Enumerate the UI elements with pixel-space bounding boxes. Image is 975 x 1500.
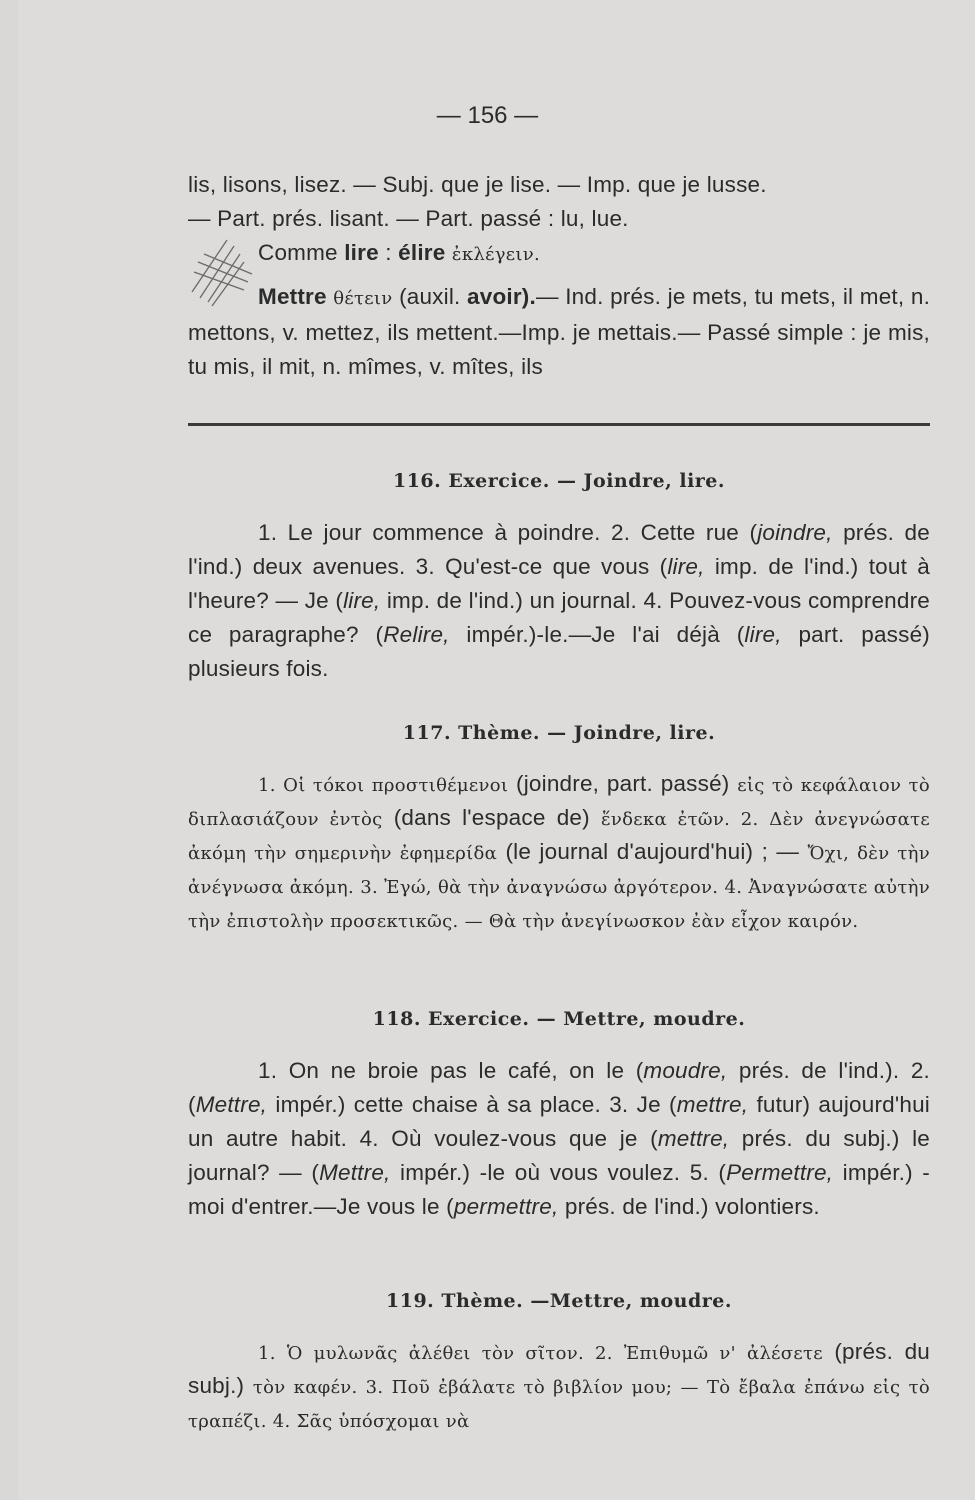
theme-117 — [188, 716, 930, 938]
top-section — [188, 168, 930, 384]
ex118-italic-7: permettre, — [453, 1194, 559, 1219]
ex118-text-6: impér.) -le où vous voulez. 5. ( — [390, 1160, 727, 1185]
theme-117-heading: 117. Thème. — Joindre, lire. — [402, 722, 716, 744]
th117-french-3: (le journal d'aujourd'hui) ; — — [497, 839, 808, 864]
mettre-paragraph — [188, 280, 930, 384]
ex116-italic-1: joindre, — [757, 520, 833, 545]
mettre-rest: — Ind. prés. je mets, tu mets, il met, n. mettons, v. mettez, ils mettent.—Imp. je mettais.— Passé simple : je mis, tu mis, il mit, n. mîmes, v. mîtes, ils — [188, 284, 931, 379]
ex118-italic-4: mettre, — [657, 1126, 730, 1151]
th119-greek-2: τὸν καφέν. 3. Ποῦ ἐβάλατε τὸ βιβλίον μου; — Τὸ ἔβαλα ἐπάνω εἰς τὸ τραπέζι. 4. Σᾶς ὑπόσχομαι νὰ — [188, 1377, 931, 1432]
ex116-italic-2: lire, — [667, 554, 705, 579]
mettre-word: Mettre — [258, 284, 327, 309]
ex118-italic-2: Mettre, — [195, 1092, 268, 1117]
comme-line — [188, 236, 930, 272]
mettre-aux: (auxil. — [399, 284, 461, 309]
ex116-text-3: imp. de l'ind.) tout à l'heure? — Je ( — [188, 554, 931, 613]
th119-french-1: (prés. du subj.) — [188, 1339, 930, 1398]
th117-greek-4: Ὄχι, δὲν τὴν ἀνέγνωσα ἀκόμη. 3. Ἐγώ, θὰ τὴν ἀναγνώσω ἀργότερον. 4. Ἀναγνώσατε αὐτὴν τὴν ἐπιστολὴν προσεκτικῶς. — Θὰ τὴν ἀνεγίνωσκον ἐὰν εἶχον καιρόν. — [188, 843, 930, 932]
ex118-italic-6: Permettre, — [726, 1160, 834, 1185]
ex118-text-3: impér.) cette chaise à sa place. 3. Je ( — [267, 1092, 677, 1117]
comme-label: Comme — [258, 240, 338, 265]
ex118-text-5: prés. du subj.) le journal? — ( — [188, 1126, 930, 1185]
ex116-text-5: impér.)-le.—Je l'ai déjà ( — [449, 622, 745, 647]
mettre-avoir: avoir). — [467, 284, 536, 309]
theme-119-body — [188, 1336, 930, 1438]
exercise-118-heading: 118. Exercice. — Mettre, moudre. — [372, 1008, 746, 1030]
th117-french-1: (joindre, part. passé) — [508, 771, 738, 796]
section-divider — [188, 423, 930, 426]
ex118-text-1: 1. On ne broie pas le café, on le ( — [258, 1058, 644, 1083]
exercise-118-body — [188, 1054, 930, 1224]
exercise-118 — [188, 1002, 930, 1224]
ex118-text-8: prés. de l'ind.) volontiers. — [558, 1194, 820, 1219]
th117-greek-1: 1. Οἱ τόκοι προστιθέμενοι — [258, 775, 509, 796]
comme-lire: lire — [344, 240, 379, 265]
ex116-italic-3: lire, — [343, 588, 381, 613]
ex116-italic-5: lire, — [744, 622, 782, 647]
exercise-116 — [188, 464, 930, 686]
page-number: — 156 — — [436, 102, 539, 129]
theme-117-body — [188, 768, 930, 938]
th117-greek-3: ἕνδεκα ἐτῶν. 2. Δὲν ἀνεγνώσατε ἀκόμη τὴν σημερινὴν ἐφημερίδα — [188, 809, 930, 864]
conjugation-line-1: lis, lisons, lisez. — Subj. que je lise. — Imp. que je lusse. — [188, 172, 767, 197]
exercise-116-heading: 116. Exercice. — Joindre, lire. — [392, 470, 726, 492]
ex118-text-7: impér.) - moi d'entrer.—Je vous le ( — [188, 1160, 930, 1219]
ex116-italic-4: Relire, — [383, 622, 450, 647]
theme-119 — [188, 1284, 930, 1438]
conjugation-line-2: — Part. prés. lisant. — Part. passé : lu, lue. — [188, 206, 629, 231]
th119-greek-1: 1. Ὁ μυλωνᾶς ἀλέθει τὸν σῖτον. 2. Ἐπιθυμῶ ν' ἀλέσετε — [258, 1343, 823, 1364]
ex118-text-4: futur) aujourd'hui un autre habit. 4. Où voulez-vous que je ( — [188, 1092, 930, 1151]
ex118-italic-1: moudre, — [643, 1058, 728, 1083]
exercise-116-body — [188, 516, 930, 686]
th117-french-2: (dans l'espace de) — [382, 805, 601, 830]
ex116-text-4: imp. de l'ind.) un journal. 4. Pouvez-vous comprendre ce paragraphe? ( — [188, 588, 930, 647]
ex116-text-2: prés. de l'ind.) deux avenues. 3. Qu'est-ce que vous ( — [188, 520, 930, 579]
comme-sep: : — [378, 240, 399, 265]
ex118-italic-5: Mettre, — [319, 1160, 391, 1185]
ex116-text-6: part. passé) plusieurs fois. — [188, 622, 930, 681]
theme-119-heading: 119. Thème. —Mettre, moudre. — [386, 1290, 732, 1312]
mettre-greek: θέτειν — [333, 288, 393, 309]
comme-greek: ἐκλέγειν. — [451, 244, 541, 265]
comme-elire: élire — [398, 240, 446, 265]
ex116-text-1: 1. Le jour commence à poindre. 2. Cette rue ( — [258, 520, 758, 545]
th117-greek-2: εἰς τὸ κεφάλαιον τὸ διπλασιάζουν ἐντὸς — [188, 775, 931, 830]
ex118-text-2: prés. de l'ind.). 2. ( — [188, 1058, 930, 1117]
ex118-italic-3: mettre, — [676, 1092, 749, 1117]
